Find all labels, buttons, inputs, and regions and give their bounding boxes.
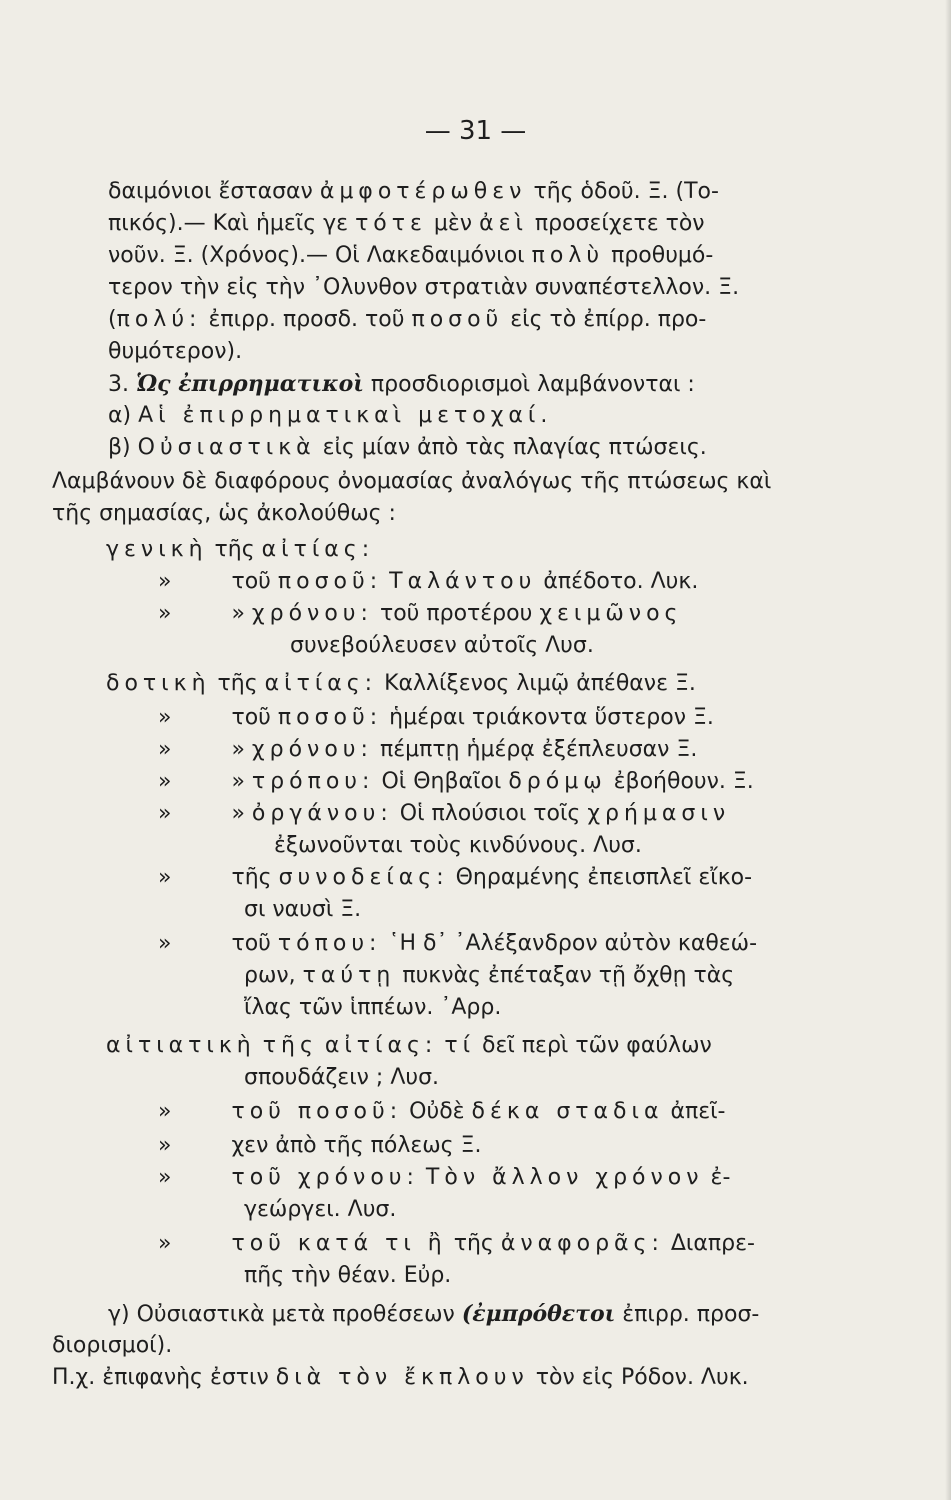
text-run: ἐβοήθουν. Ξ. (606, 769, 754, 794)
text-run: προσδιορισμοὶ λαμβάνονται : (363, 372, 695, 397)
spaced-text: τότε (355, 211, 427, 236)
text-line (52, 1362, 749, 1394)
spaced-text: ἀναφορᾶς: (500, 1231, 664, 1256)
spaced-text: αἰτίας: (261, 537, 375, 562)
text-run: τοῦ (231, 569, 278, 594)
ditto-mark: » (158, 1231, 172, 1256)
ditto-mark: » (158, 931, 172, 956)
text-run: Λαμβάνουν δὲ διαφόρους ὀνομασίας ἀναλόγως τῆς πτώσεως καὶ (52, 469, 772, 494)
text-run: 3. (108, 372, 136, 397)
spaced-text: τοῦ χρόνου: (231, 1165, 419, 1190)
text-run: πῆς τὴν θέαν. Εὐρ. (244, 1263, 452, 1288)
text-run: ρων, (244, 963, 303, 988)
text-line (52, 466, 771, 498)
spaced-text: Οὐσιαστικὰ (137, 435, 316, 460)
text-line (52, 498, 396, 530)
text-line (158, 702, 714, 734)
text-run: τῆς σημασίας, ὡς ἀκολούθως : (52, 501, 396, 526)
spaced-text: ποσοῦ: (277, 705, 383, 730)
text-run: δεῖ περὶ τῶν φαύλων (475, 1033, 712, 1058)
ditto-mark: » (158, 1133, 172, 1158)
text-line (158, 766, 754, 798)
text-run: β) (108, 435, 138, 460)
text-line (158, 862, 752, 894)
text-run: τῆς (210, 671, 265, 696)
text-line (108, 304, 706, 336)
text-line (108, 176, 719, 208)
text-run: Οὐδὲ (402, 1099, 472, 1124)
spaced-text: Τὸν ἄλλον χρόνον (425, 1165, 704, 1190)
text-run: τῆς (446, 1231, 501, 1256)
spaced-text: τί (444, 1033, 476, 1058)
spaced-text: ποσοῦ: (277, 569, 383, 594)
text-run: » (231, 737, 252, 762)
text-run: εἰς μίαν ἀπὸ τὰς πλαγίας πτώσεις. (315, 435, 707, 460)
text-run: διορισμοί). (52, 1333, 173, 1358)
text-line (244, 992, 501, 1024)
spaced-text: τοῦ κατά τι ἢ (231, 1231, 447, 1256)
bold-italic-term: (ἐμπρόθετοι (461, 1301, 616, 1327)
bold-italic-heading: Ὡς ἐπιρρηματικοὶ (135, 371, 364, 397)
text-run: ἐπιρρ. προσ- (615, 1302, 760, 1327)
text-run: Διαπρε- (663, 1231, 755, 1256)
ditto-mark: » (158, 769, 172, 794)
spaced-text: Αἱ ἐπιρρηματικαὶ μετοχαί. (138, 403, 553, 428)
text-line (52, 1330, 172, 1362)
text-line (108, 240, 713, 272)
text-line (244, 960, 734, 992)
spaced-text: δρόμῳ (508, 769, 607, 794)
text-run: τῆς ὁδοῦ. Ξ. (Το- (526, 179, 719, 204)
text-run: ἐπιρρ. προσδ. τοῦ (201, 307, 412, 332)
spaced-text: δέκα σταδια (471, 1099, 664, 1124)
ditto-mark: » (158, 865, 172, 890)
text-run: Οἱ Θηβαῖοι (374, 769, 509, 794)
text-run: προθυμό- (604, 243, 714, 268)
spaced-text: ἀεὶ (479, 211, 528, 236)
ditto-mark: » (158, 1165, 172, 1190)
text-line (158, 1130, 481, 1162)
text-line (108, 272, 739, 304)
text-line (108, 336, 242, 368)
text-run: » (231, 769, 252, 794)
spaced-text: τῆς (262, 1033, 318, 1058)
spaced-text: τοῦ ποσοῦ: (231, 1099, 403, 1124)
text-run: νοῦν. Ξ. (Χρόνος).— Οἱ Λακεδαιμόνιοι (108, 243, 532, 268)
spaced-text: ποσοῦ (411, 307, 504, 332)
text-run: τοῦ (231, 705, 278, 730)
text-line (244, 894, 361, 926)
text-run: Θηραμένης ἐπεισπλεῖ εἴκο- (448, 865, 753, 890)
text-line (108, 368, 695, 401)
spaced-text: αἰτιατικὴ (106, 1033, 256, 1058)
spaced-text: χρόνου: (251, 601, 373, 626)
text-line (158, 798, 730, 830)
text-run: » (231, 601, 252, 626)
text-run: ἀπεῖ- (663, 1099, 726, 1124)
text-run: συνεβούλευσεν αὐτοῖς Λυσ. (290, 633, 594, 658)
text-run: πυκνὰς ἐπέταξαν τῇ ὄχθῃ τὰς (395, 963, 735, 988)
text-run: τερον τὴν εἰς τὴν ᾿Ολυνθον στρατιὰν συναπέστελλον. Ξ. (108, 275, 740, 300)
text-line (158, 928, 757, 960)
page-edge-shadow (945, 0, 951, 1500)
ditto-mark: » (158, 801, 172, 826)
ditto-mark: » (158, 737, 172, 762)
text-run: ( (108, 307, 117, 332)
text-run: ἐ- (703, 1165, 731, 1190)
text-run: Π.χ. ἐπιφανὴς ἐστιν (52, 1365, 276, 1390)
ditto-mark: » (158, 569, 172, 594)
text-run: θυμότερον). (108, 339, 243, 364)
text-run: τοῦ (231, 931, 278, 956)
text-run: γ) Οὐσιαστικὰ μετὰ προθέσεων (108, 1302, 462, 1327)
text-line (106, 534, 374, 566)
text-run: Οἱ πλούσιοι τοῖς (392, 801, 588, 826)
text-line (106, 1030, 712, 1062)
text-run: πικός).— Καὶ ἡμεῖς γε (108, 211, 356, 236)
spaced-text: χρόνου: (251, 737, 373, 762)
text-line (274, 830, 642, 862)
spaced-text: χειμῶνος (539, 601, 683, 626)
spaced-text: πολὺ (531, 243, 605, 268)
text-run: » (231, 801, 252, 826)
ditto-mark: » (158, 1099, 172, 1124)
spaced-text: ταύτῃ (302, 963, 396, 988)
text-run: ἀπέδοτο. Λυκ. (536, 569, 699, 594)
text-line (108, 432, 707, 464)
text-run: ἴλας τῶν ἱππέων. ᾿Αρρ. (244, 995, 502, 1020)
text-run: τὸν εἰς Ρόδον. Λυκ. (528, 1365, 749, 1390)
text-run: εἰς τὸ ἐπίρρ. προ- (503, 307, 707, 332)
text-line (158, 734, 697, 766)
spaced-text: τρόπου: (251, 769, 375, 794)
text-run: προσείχετε τὸν (527, 211, 705, 236)
text-line (108, 1298, 759, 1331)
text-run (318, 1033, 325, 1058)
spaced-text: Ταλάντου (389, 569, 537, 594)
text-run: δαιμόνιοι ἔστασαν (108, 179, 320, 204)
spaced-text: αἰτίας: (264, 671, 378, 696)
text-run (256, 1033, 263, 1058)
text-run: τῆς (231, 865, 279, 890)
spaced-text: ἀμφοτέρωθεν (319, 179, 527, 204)
text-run: α) (108, 403, 139, 428)
spaced-text: τόπου: (277, 931, 382, 956)
text-run: μὲν (426, 211, 480, 236)
text-run: Καλλίξενος λιμῷ ἀπέθανε Ξ. (377, 671, 696, 696)
text-line (244, 1260, 451, 1292)
text-run: ἡμέραι τριάκοντα ὕστερον Ξ. (382, 705, 714, 730)
spaced-text: πολύ: (116, 307, 202, 332)
spaced-text: χρήμασιν (587, 801, 731, 826)
text-line (158, 566, 698, 598)
text-line (158, 1228, 755, 1260)
spaced-text: διὰ τὸν ἔκπλουν (275, 1365, 529, 1390)
text-run: σι ναυσὶ Ξ. (244, 897, 362, 922)
text-line (244, 1194, 396, 1226)
ditto-mark: » (158, 601, 172, 626)
spaced-text: δοτικὴ (106, 671, 211, 696)
text-line (290, 630, 594, 662)
text-run: ῾Η δ᾿ ᾿Αλέξανδρον αὐτὸν καθεώ- (381, 931, 758, 956)
text-line (158, 1096, 725, 1128)
text-run: σπουδάζειν ; Λυσ. (244, 1065, 440, 1090)
text-run: τῆς (207, 537, 262, 562)
text-run: πέμπτῃ ἡμέρᾳ ἐξέπλευσαν Ξ. (372, 737, 698, 762)
text-line (244, 1062, 439, 1094)
ditto-mark: » (158, 705, 172, 730)
text-run: χεν ἀπὸ τῆς πόλεως Ξ. (231, 1133, 482, 1158)
text-line (106, 668, 696, 700)
text-line (158, 1162, 730, 1194)
text-line (108, 400, 552, 432)
text-line (108, 208, 705, 240)
text-run: γεώργει. Λυσ. (244, 1197, 397, 1222)
text-run (419, 1165, 426, 1190)
spaced-text: ὀργάνου: (251, 801, 393, 826)
text-line (158, 598, 682, 630)
text-run: τοῦ προτέρου (372, 601, 540, 626)
spaced-text: γενικὴ (106, 537, 208, 562)
spaced-text: αἰτίας: (324, 1033, 438, 1058)
spaced-text: συνοδείας: (278, 865, 449, 890)
text-run: ἐξωνοῦνται τοὺς κινδύνους. Λυσ. (274, 833, 642, 858)
page-number: — 31 — (424, 116, 527, 146)
